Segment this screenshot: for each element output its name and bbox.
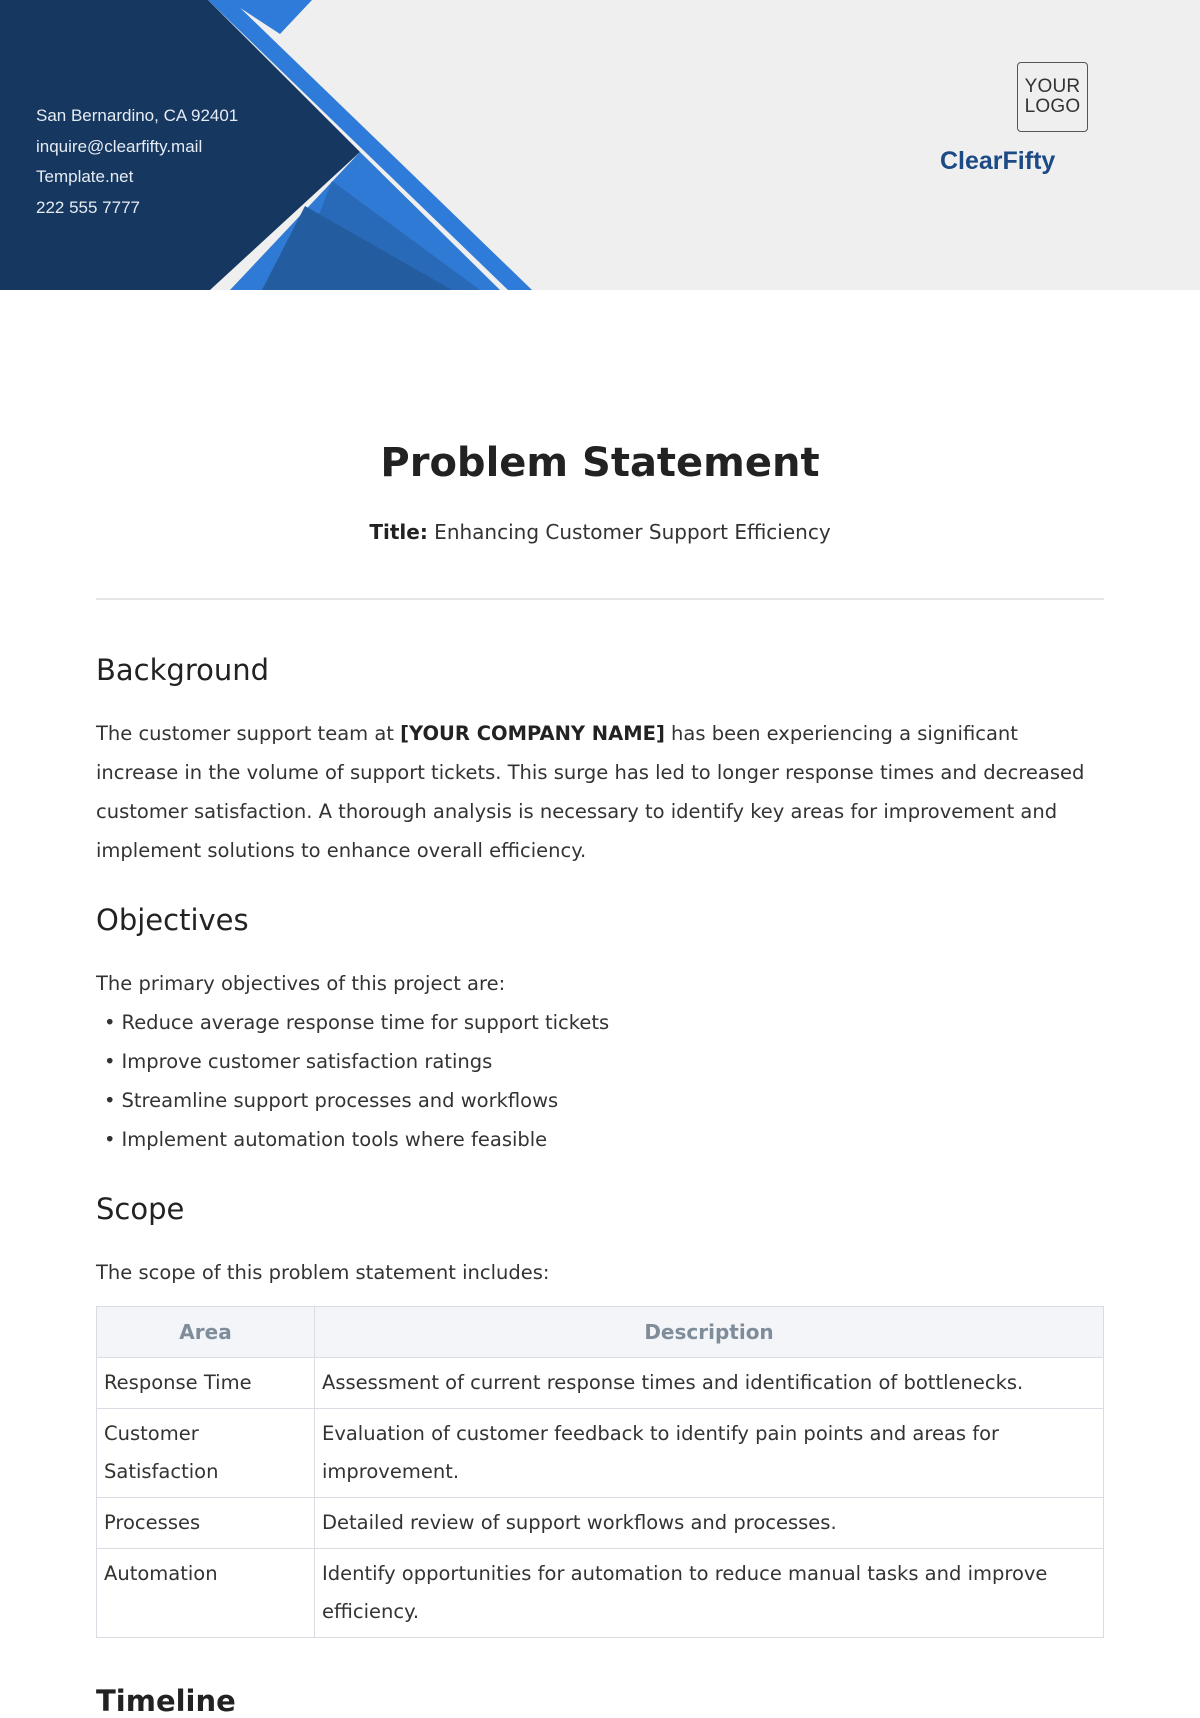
table-header-row: [97, 1307, 1104, 1358]
logo-text-line2: LOGO: [1024, 96, 1081, 117]
divider: [96, 598, 1104, 600]
subtitle-value: Enhancing Customer Support Efficiency: [427, 520, 831, 544]
table-row: [97, 1358, 1104, 1409]
page-title: Problem Statement: [380, 440, 820, 486]
list-item: • Streamline support processes and workflows: [96, 1081, 1104, 1120]
contact-phone: 222 555 7777: [36, 197, 140, 217]
table-cell-area: Automation: [97, 1549, 315, 1638]
table-cell-description: Identify opportunities for automation to reduce manual tasks and improve efficiency.: [315, 1549, 1104, 1638]
table-row: [97, 1498, 1104, 1549]
table-cell-description: Detailed review of support workflows and processes.: [315, 1498, 1104, 1549]
table-row: [97, 1409, 1104, 1498]
table-cell-area: Response Time: [97, 1358, 315, 1409]
list-item: • Reduce average response time for support tickets: [96, 1003, 1104, 1042]
column-header-description: Description: [315, 1307, 1104, 1358]
scope-table: [96, 1306, 1104, 1638]
objectives-section: [96, 898, 1104, 1159]
scope-intro: The scope of this problem statement includes:: [96, 1261, 550, 1284]
logo-placeholder: [1017, 62, 1088, 132]
list-item: • Implement automation tools where feasible: [96, 1120, 1104, 1159]
company-name-placeholder: [YOUR COMPANY NAME]: [400, 722, 665, 745]
logo-text-line1: YOUR: [1024, 76, 1081, 97]
timeline-heading: Timeline: [96, 1684, 236, 1718]
table-cell-description: Evaluation of customer feedback to identify pain points and areas for improvement.: [315, 1409, 1104, 1498]
background-text-end: has been experiencing a significant increase in the volume of support tickets. This surge has led to longer response times and decreased customer satisfaction. A thorough analysis is necessary to identify key areas for improvement and implement solutions to enhance overall efficiency.: [96, 722, 1085, 862]
table-cell-description: Assessment of current response times and identification of bottlenecks.: [315, 1358, 1104, 1409]
column-header-area: Area: [97, 1307, 315, 1358]
document-body: [96, 648, 1104, 1666]
background-heading: Background: [96, 653, 270, 687]
objectives-list: [96, 1003, 1104, 1159]
contact-info: [36, 101, 336, 223]
background-section: [96, 648, 1104, 870]
background-paragraph: [96, 714, 1104, 870]
table-cell-area: Processes: [97, 1498, 315, 1549]
background-text-start: The customer support team at: [96, 722, 401, 745]
list-item: • Improve customer satisfaction ratings: [96, 1042, 1104, 1081]
table-cell-area: Customer Satisfaction: [97, 1409, 315, 1498]
contact-website[interactable]: Template.net: [36, 167, 134, 186]
contact-address: San Bernardino, CA 92401: [36, 106, 239, 125]
contact-email[interactable]: inquire@clearfifty.mail: [36, 136, 203, 156]
objectives-intro: The primary objectives of this project are:: [96, 972, 506, 995]
document-subtitle: [0, 520, 1200, 544]
scope-section: [96, 1187, 1104, 1638]
objectives-heading: Objectives: [96, 903, 249, 937]
scope-heading: Scope: [96, 1192, 185, 1226]
brand-name: ClearFifty: [940, 147, 1056, 175]
table-row: [97, 1549, 1104, 1638]
subtitle-label: Title:: [369, 520, 428, 544]
letterhead: [0, 0, 1200, 290]
